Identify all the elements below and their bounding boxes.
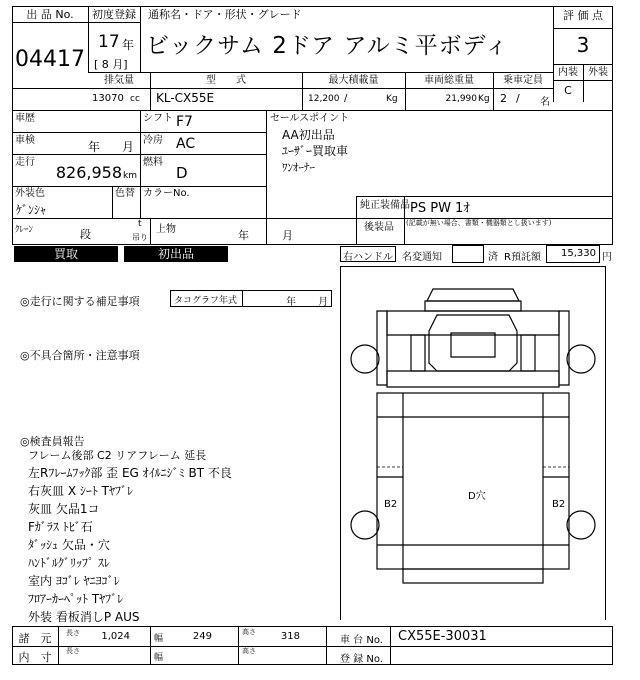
color-number-label: カラーNo.: [143, 188, 190, 199]
equipment-label: 純正装備品: [360, 200, 410, 211]
inspector-line: ﾀﾞｯｼｭ 欠品・穴: [28, 538, 110, 552]
fuel-label: 燃料: [143, 157, 163, 168]
mileage-label: 走行: [15, 157, 35, 168]
tacho-month-unit: 月: [318, 297, 328, 308]
recycle-unit: 円: [602, 252, 612, 263]
recycle-label: R預託額: [504, 252, 541, 263]
capacity-unit: 名: [540, 97, 550, 108]
inspector-line: 外装 看板消しP AUS: [28, 610, 140, 624]
width-value: 249: [192, 631, 212, 642]
lot-label: 出 品 No.: [26, 8, 74, 21]
mount-month-unit: 月: [282, 229, 293, 242]
registration-year: 17: [98, 32, 120, 52]
registration-number-label: 登 録 No.: [340, 654, 383, 665]
load-slash: /: [344, 93, 348, 104]
shift-label: シフト: [143, 113, 173, 124]
interior-label: 内装: [558, 67, 578, 78]
inspector-line: ﾌﾛｱｰｶｰﾍﾟｯﾄ Tﾔﾌﾞﾚ: [28, 592, 124, 606]
ac-value: AC: [176, 136, 196, 152]
load-label: 最大積載量: [328, 75, 379, 86]
tacho-label: タコグラフ年式: [174, 296, 238, 306]
inspector-line: 灰皿 欠品1コ: [28, 502, 100, 516]
inspector-report-title: ◎検査員報告: [20, 435, 85, 448]
gvw-label: 車両総重量: [424, 75, 474, 86]
inner-height-label: 高さ: [242, 647, 256, 655]
model-value: KL-CX55E: [156, 91, 215, 105]
mount-year-unit: 年: [238, 229, 249, 242]
crane-ton-unit: t: [138, 219, 142, 229]
name-change-label: 名変通知: [402, 252, 442, 263]
length-label: 長さ: [66, 629, 80, 637]
inspector-line: 右灰皿 X ｼｰﾄ Tﾔﾌﾞﾚ: [28, 484, 133, 498]
registration-label: 初度登録: [92, 8, 136, 21]
mileage-unit: km: [123, 171, 137, 181]
inspection-year-unit: 年: [88, 140, 101, 154]
inspector-line: Fｶﾞﾗｽ ﾄﾋﾞ石: [28, 520, 93, 534]
exterior-label: 外装: [588, 67, 608, 78]
damage-mark-left: B2: [384, 499, 398, 510]
inner-length-label: 長さ: [66, 647, 80, 655]
gvw-value: 21,990: [445, 94, 477, 104]
inspection-month-unit: 月: [122, 140, 135, 154]
defect-notes-title: ◎不具合箇所・注意事項: [20, 349, 140, 362]
model-label: 型 式: [206, 75, 246, 86]
ac-label: 冷房: [143, 135, 163, 146]
name-change-box: [452, 245, 484, 263]
interior-grade: C: [564, 84, 572, 97]
capacity-label: 乗車定員: [503, 75, 543, 86]
inspector-line: フレーム後部 C2 リアフレーム 延長: [28, 449, 207, 462]
inner-dimensions-label: 内 寸: [18, 651, 52, 664]
dimensions-label: 諸 元: [18, 632, 52, 645]
height-value: 318: [280, 631, 300, 642]
sales-point-2: ﾕｰｻﾞｰ買取車: [282, 144, 349, 158]
crane-label: ｸﾚｰﾝ: [15, 225, 34, 235]
color-value: ｹﾞﾝｼｬ: [16, 203, 47, 217]
first-listing-bar: 初出品: [124, 246, 228, 262]
inner-width-label: 幅: [154, 653, 164, 663]
vehicle-name: ビックサム 2ドア アルミ平ボディ: [146, 33, 509, 59]
history-label: 車歴: [15, 113, 35, 124]
length-value: 1,024: [101, 631, 130, 642]
driving-notes-title: ◎走行に関する補足事項: [20, 295, 140, 308]
displacement-value: 13070: [92, 93, 124, 104]
inspection-label: 車検: [15, 135, 35, 146]
tacho-year-unit: 年: [286, 297, 296, 308]
score-label: 評 価 点: [563, 9, 603, 22]
equipment-value: PS PW 1ｵ: [410, 201, 470, 216]
registration-month: [ 8 月]: [94, 58, 128, 71]
color-change-label: 色替: [115, 188, 135, 199]
sales-point-label: セールスポイント: [270, 113, 350, 124]
vehicle-name-label: 通称名・ドア・形状・グレード: [148, 8, 302, 21]
capacity-slash: /: [516, 92, 520, 105]
inspector-line: ﾊﾝﾄﾞﾙｸﾞﾘｯﾌﾟ ｽﾚ: [28, 556, 110, 570]
shift-value: F7: [176, 114, 193, 130]
height-label: 高さ: [242, 628, 256, 636]
damage-mark-deck: D穴: [468, 491, 486, 502]
crane-lift-unit: 吊り: [132, 233, 148, 242]
truck-body-diagram: [341, 267, 605, 620]
recycle-amount: 15,330: [561, 248, 596, 259]
inspector-line: 室内 ﾖｺﾞﾚ ﾔﾆﾖｺﾞﾚ: [28, 574, 120, 588]
aftermarket-label: 後装品: [364, 222, 394, 233]
capacity-value: 2: [500, 92, 507, 105]
score-value: 3: [576, 33, 590, 57]
mileage-value: 826,958: [55, 163, 122, 182]
crane-stage-unit: 段: [80, 228, 91, 241]
width-label: 幅: [154, 634, 164, 644]
damage-mark-right: B2: [552, 499, 566, 510]
load-unit: Kg: [386, 94, 398, 104]
load-value: 12,200: [308, 94, 340, 104]
sales-point-1: AA初出品: [282, 128, 335, 142]
mount-label: 上物: [156, 224, 176, 235]
displacement-unit: cc: [130, 94, 140, 104]
inspector-line: 左Rﾌﾚｰﾑﾌｯｸ部 歪 EG ｵｲﾙﾆｼﾞﾐ BT 不良: [28, 466, 232, 480]
fuel-value: D: [176, 164, 188, 182]
lot-number: 04417: [15, 47, 85, 72]
registration-year-unit: 年: [122, 38, 135, 52]
chassis-value: CX55E-30031: [398, 629, 487, 644]
color-label: 外装色: [15, 188, 45, 199]
gvw-unit: Kg: [478, 94, 490, 104]
chassis-label: 車 台 No.: [340, 635, 383, 646]
aftermarket-note: (記載が無い場合、書類・機器類とし扱います): [406, 219, 552, 227]
sales-point-3: ﾜﾝｵｰﾅｰ: [282, 161, 315, 174]
recycle-prefix: 済: [488, 252, 498, 263]
handle-value: 右ハンドル: [343, 252, 393, 263]
buyout-bar: 買取: [14, 246, 118, 262]
displacement-label: 排気量: [104, 75, 134, 86]
